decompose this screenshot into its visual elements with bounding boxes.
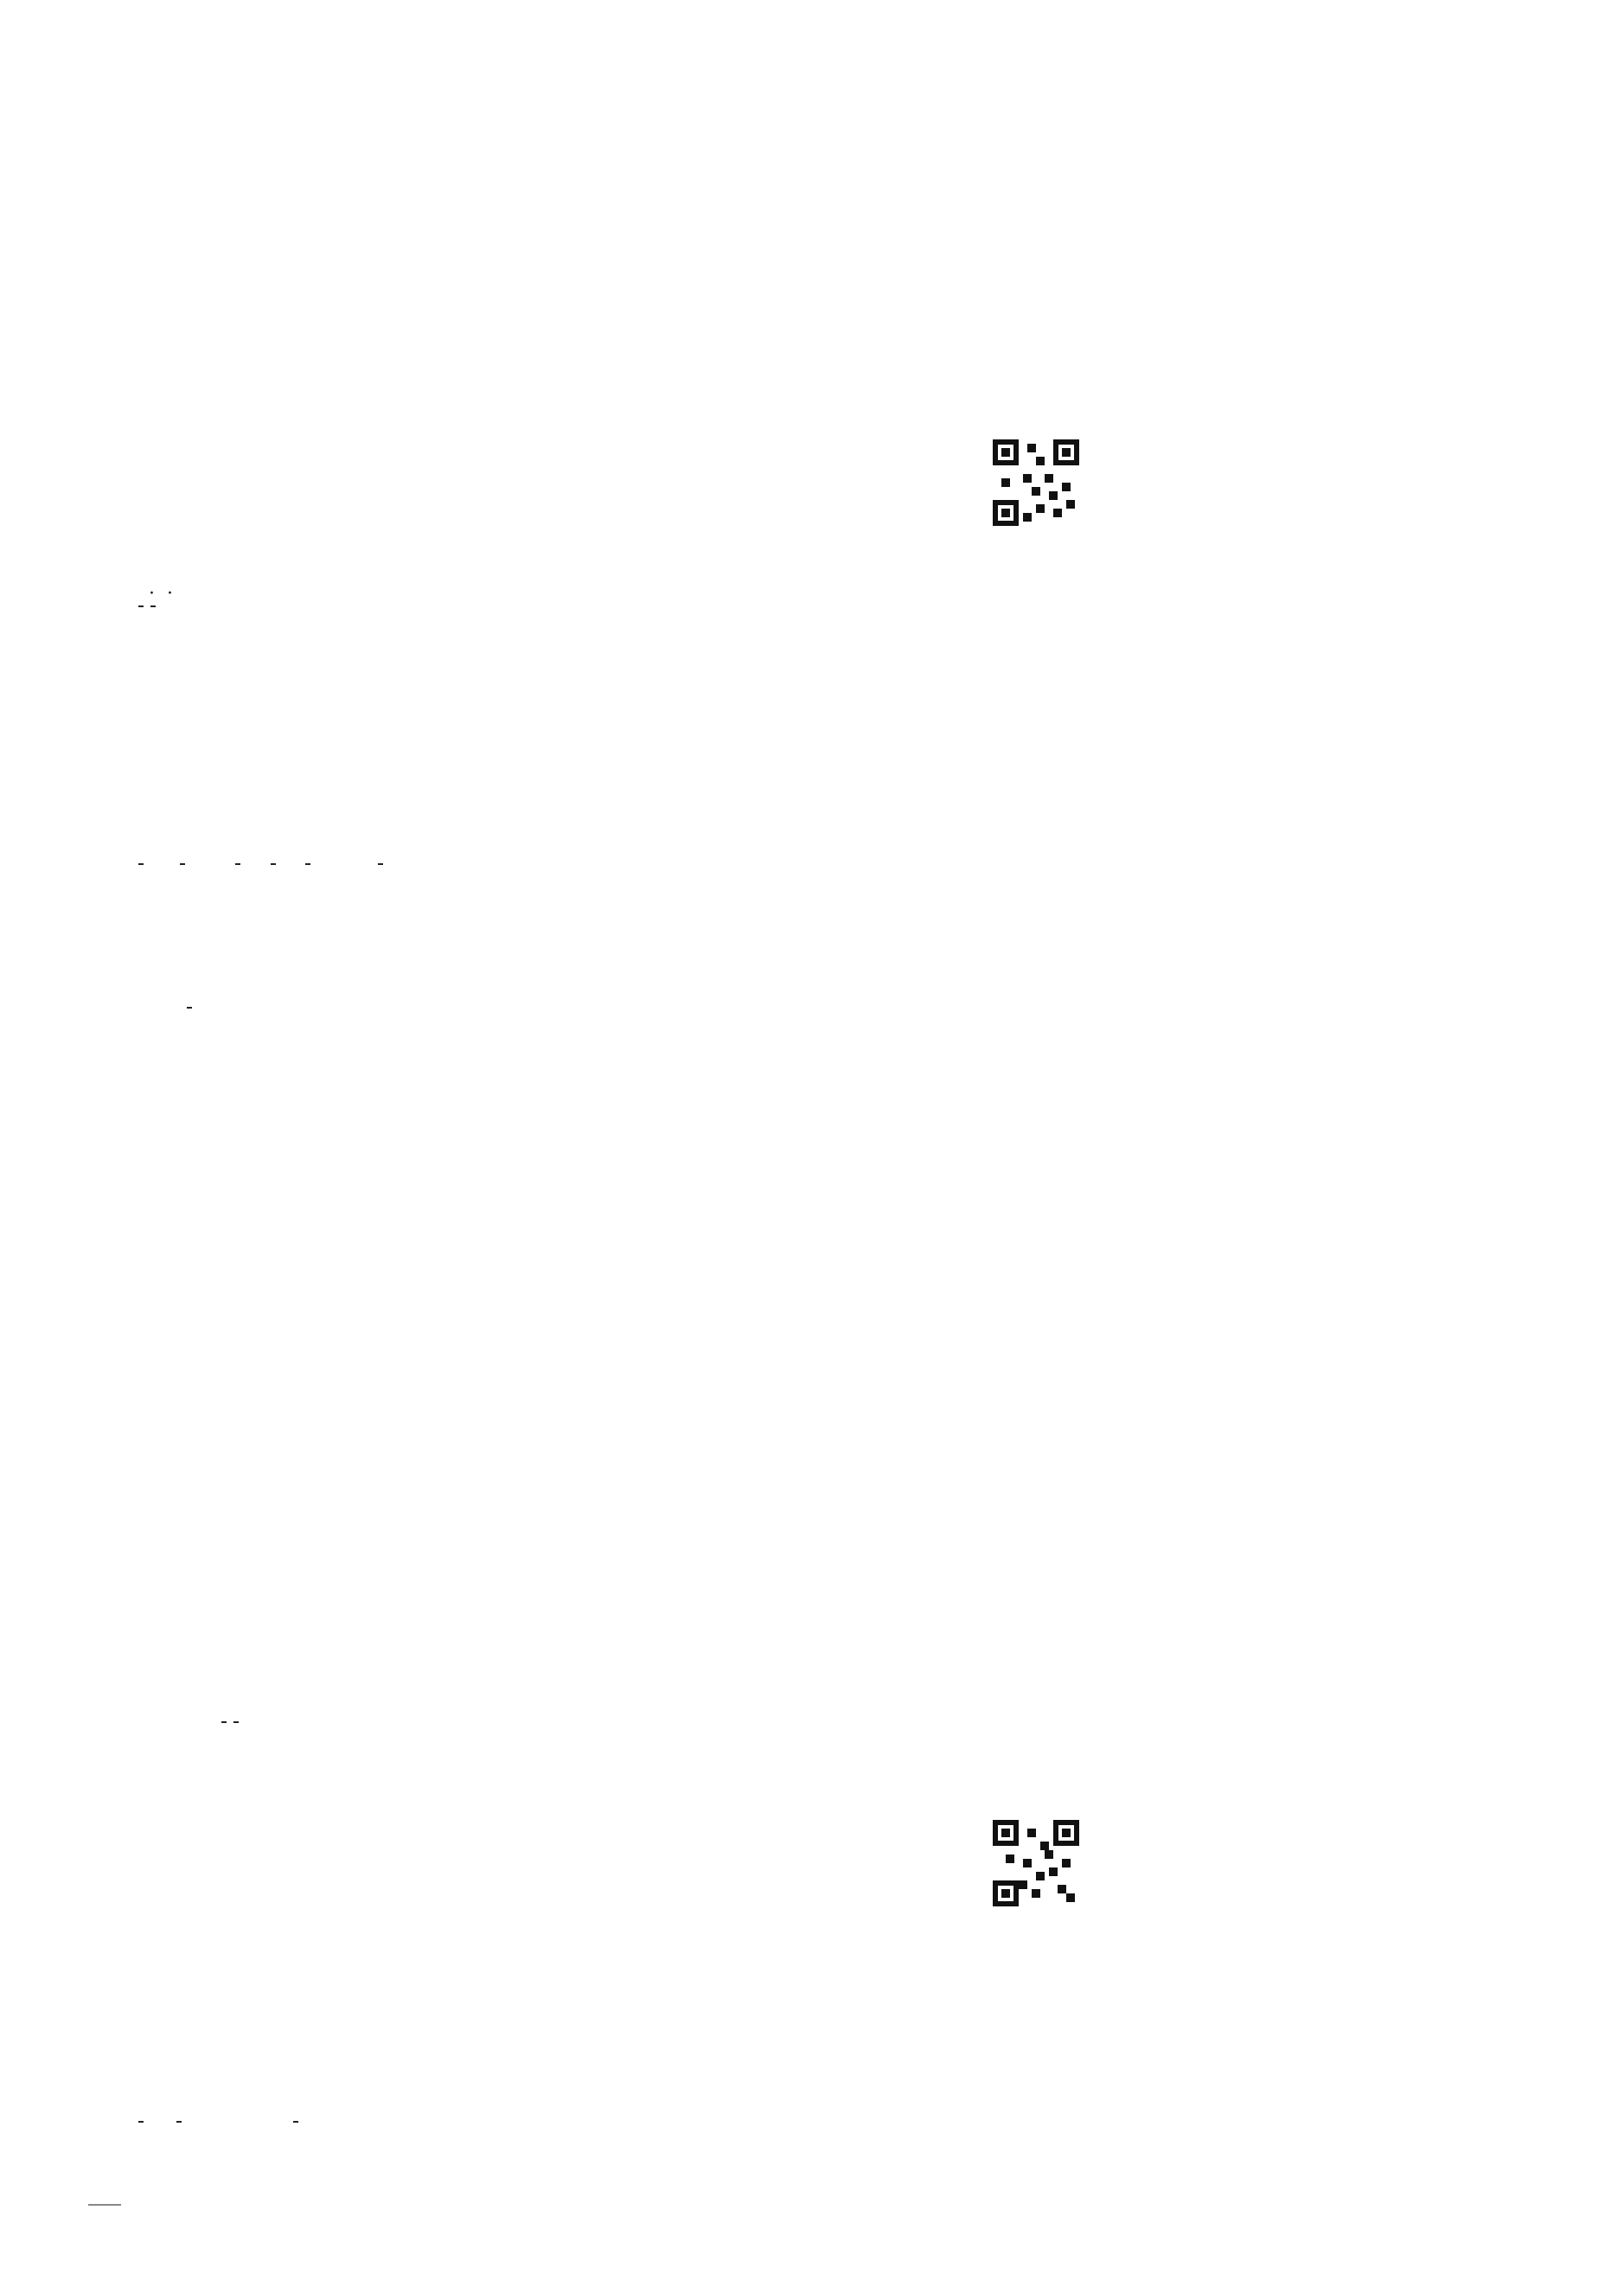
fraction (293, 2121, 298, 2123)
s4-line (135, 1057, 282, 1092)
t1-row1 (135, 1943, 530, 1977)
t3-row (135, 2093, 336, 2145)
fraction (235, 863, 240, 865)
footer-divider (88, 2204, 121, 2206)
fraction (378, 863, 383, 865)
s3-q4 (183, 979, 195, 1031)
s1-q1: ·· (135, 578, 159, 630)
s1-q2-6 (183, 647, 452, 682)
extra-line1 (135, 249, 152, 284)
coordinate-grid-figure (173, 1100, 934, 1351)
s5-q4 (183, 1694, 277, 1746)
qr-code-icon[interactable] (993, 1820, 1079, 1906)
qr-code-icon[interactable] (993, 439, 1079, 526)
fraction (176, 2121, 182, 2123)
fraction (138, 863, 144, 865)
fraction (271, 863, 276, 865)
fraction (305, 863, 310, 865)
fraction (221, 1721, 227, 1723)
t1-row2 (183, 1989, 521, 2024)
fraction (233, 1721, 239, 1723)
s1-q7-10 (183, 694, 382, 734)
fraction (187, 1007, 192, 1009)
s3-q1-2 (135, 836, 412, 887)
fraction (138, 2121, 144, 2123)
fraction (180, 863, 185, 865)
fraction (138, 605, 144, 607)
